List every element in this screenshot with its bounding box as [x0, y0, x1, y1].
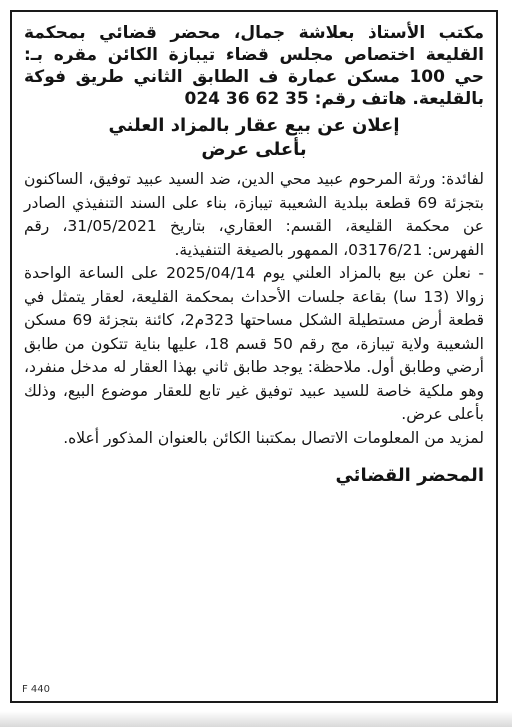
- sale-details-paragraph: - نعلن عن بيع بالمزاد العلني يوم 2025/04/14 على الساعة الواحدة زوالا (13 سا) بقاعة جلسات الأحداث بمحكمة القليعة، لعقار يتمثل في قطعة أرض مستطيلة الشكل مساحتها 323م2، كائنة بتجزئة 69 مسكن الشعيبة ولاية تيبازة، مج رقم 50 قسم 18، عليها بناية تتكون من طابق أرضي وطابق أول. ملاحظة: يوجد طابق ثاني بهذا العقار له مدخل منفرد، وهو ملكية خاصة للسيد عبيد توفيق غير تابع للعقار موضوع البيع، وذلك بأعلى عرض.: [24, 264, 484, 423]
- announcement-body: [24, 168, 484, 450]
- announcement-content: [12, 12, 496, 488]
- reference-code: F 440: [22, 684, 51, 695]
- page-edge-shadow: [0, 711, 512, 727]
- beneficiary-paragraph: لفائدة: ورثة المرحوم عبيد محي الدين، ضد السيد عبيد توفيق، الساكنون بتجزئة 69 قطعة ببلدية الشعيبة تيبازة، بناء على السند التنفيذي الصادر عن محكمة القليعة، القسم: العقاري، بتاريخ 31/05/2021، رقم الفهرس: 03176/21، الممهور بالصيغة التنفيذية.: [24, 170, 484, 259]
- announcement-subtitle: بأعلى عرض: [201, 139, 307, 160]
- office-header: مكتب الأستاذ بعلاشة جمال، محضر قضائي بمحكمة القليعة اختصاص مجلس قضاء تيبازة الكائن مقره بـ: حي 100 مسكن عمارة ف الطابق الثاني طريق فوكة بالقليعة. هاتف رقم: 35 62 36 024: [24, 23, 485, 109]
- announcement-frame: [10, 10, 498, 703]
- announcement-title: إعلان عن بيع عقار بالمزاد العلني: [108, 115, 400, 136]
- contact-paragraph: لمزيد من المعلومات الاتصال بمكتبنا الكائن بالعنوان المذكور أعلاه.: [63, 428, 484, 447]
- signature: المحضر القضائي: [335, 465, 484, 486]
